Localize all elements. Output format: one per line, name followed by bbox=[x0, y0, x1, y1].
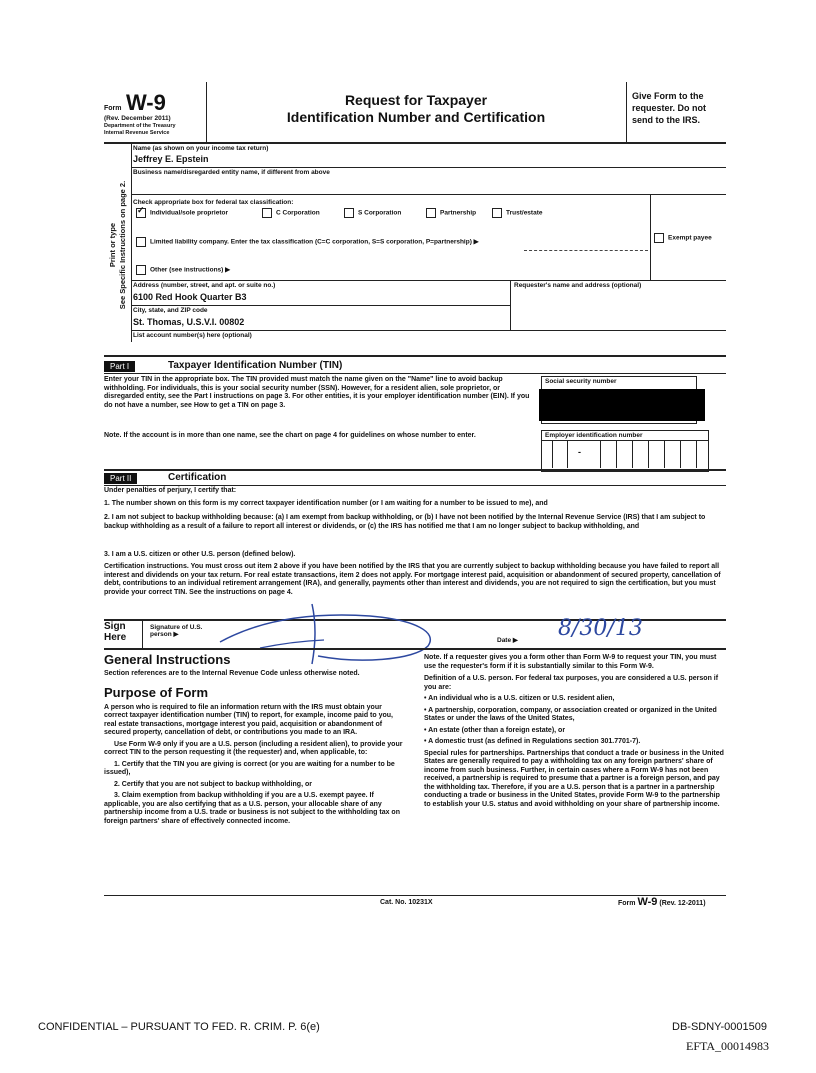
side-label bbox=[106, 150, 130, 340]
part1-text: Enter your TIN in the appropriate box. The TIN provided must match the name given on the "Name" line to avoid backup withholding. For individuals, this is your social security number (SSN). However, for a resident alien, sole proprietor, or disregarded entity, see the Part I instructions on page 3. For other entities, it is your employer identification number (EIN). If you do not have a number, see How to get a TIN on page 3. bbox=[104, 376, 530, 409]
ein-dash: - bbox=[578, 447, 581, 458]
other-checkbox[interactable] bbox=[136, 265, 146, 275]
purpose-p5: 3. Claim exemption from backup withholding if you are a U.S. exempt payee. If applicable, you are also certifying that as a U.S. person, your allocable share of any partnership income from a U.S. trade or business is not subject to the withholding tax on foreign partners' share of effectively connected income. bbox=[104, 792, 400, 825]
sign-here: Sign Here bbox=[104, 621, 127, 643]
c-corp-checkbox[interactable] bbox=[262, 208, 272, 218]
purpose-p4: 2. Certify that you are not subject to backup withholding, or bbox=[114, 780, 312, 788]
name-value[interactable]: Jeffrey E. Epstein bbox=[133, 154, 209, 164]
form-label: Form bbox=[104, 105, 122, 112]
date-label: Date ▶ bbox=[497, 637, 518, 644]
left-column bbox=[104, 652, 404, 826]
department: Department of the Treasury bbox=[104, 123, 176, 129]
form-number: W-9 bbox=[125, 90, 166, 115]
llc-option[interactable]: Limited liability company. Enter the tax classification (C=C corporation, S=S corporation, P=partnership) ▶ bbox=[136, 237, 479, 247]
title-line-2: Identification Number and Certification bbox=[286, 109, 546, 125]
address-value[interactable]: 6100 Red Hook Quarter B3 bbox=[133, 292, 247, 302]
purpose-p3: 1. Certify that the TIN you are giving is correct (or you are waiting for a number to be issued), bbox=[104, 760, 395, 777]
partnership-checkbox[interactable] bbox=[426, 208, 436, 218]
ein-box[interactable] bbox=[541, 430, 709, 472]
trust-checkbox[interactable] bbox=[492, 208, 502, 218]
s-corp-checkbox[interactable] bbox=[344, 208, 354, 218]
other-option[interactable]: Other (see instructions) ▶ bbox=[136, 265, 230, 275]
general-instructions-heading: General Instructions bbox=[104, 652, 231, 667]
general-intro: Section references are to the Internal Revenue Code unless otherwise noted. bbox=[104, 670, 360, 677]
part1-note: Note. If the account is in more than one name, see the chart on page 4 for guidelines on whose number to enter. bbox=[104, 432, 476, 439]
part2-label: Part II bbox=[104, 473, 137, 484]
right-column bbox=[424, 654, 724, 810]
bullet-1: • An individual who is a U.S. citizen or U.S. resident alien, bbox=[424, 695, 615, 703]
exempt-payee-checkbox[interactable] bbox=[654, 233, 664, 243]
ssn-redaction bbox=[539, 389, 705, 421]
form-title bbox=[207, 92, 625, 126]
part1-label: Part I bbox=[104, 361, 135, 372]
business-name-label: Business name/disregarded entity name, if different from above bbox=[133, 169, 330, 176]
print-or-type-label: Print or type bbox=[108, 222, 117, 268]
account-label: List account number(s) here (optional) bbox=[133, 332, 252, 339]
ssn-box[interactable] bbox=[541, 376, 697, 424]
option-c-corp[interactable]: C Corporation bbox=[262, 208, 320, 218]
purpose-heading: Purpose of Form bbox=[104, 684, 209, 700]
classification-options bbox=[136, 208, 656, 220]
cert-intro: Under penalties of perjury, I certify that: bbox=[104, 487, 237, 494]
ssn-label: Social security number bbox=[545, 378, 617, 385]
cert-item-3: 3. I am a U.S. citizen or other U.S. person (defined below). bbox=[104, 551, 296, 558]
give-form-note: Give Form to the requester. Do not send to the IRS. bbox=[632, 91, 707, 125]
part1-title: Taxpayer Identification Number (TIN) bbox=[168, 360, 343, 371]
exempt-payee[interactable]: Exempt payee bbox=[654, 233, 712, 243]
partnership-rules: Special rules for partnerships. Partnerships that conduct a trade or business in the United States are generally required to pay a withholding tax on any foreign partners' share of income from such business. Further, in certain cases where a Form W-9 has not been received, a partnership is required to presume that a partner is a foreign person, and pay the withholding tax. Therefore, if you are a U.S. person that is a partner in a partnership conducting a trade or business in the United States, provide Form W-9 to the partnership to establish your U.S. status and avoid withholding on your share of partnership income. bbox=[424, 749, 724, 808]
city-label: City, state, and ZIP code bbox=[133, 307, 208, 314]
irs-label: Internal Revenue Service bbox=[104, 130, 170, 136]
llc-checkbox[interactable] bbox=[136, 237, 146, 247]
option-individual[interactable]: ✓Individual/sole proprietor bbox=[136, 208, 228, 218]
option-partnership[interactable]: Partnership bbox=[426, 208, 476, 218]
bates-number-1: DB-SDNY-0001509 bbox=[672, 1021, 767, 1033]
signature-label: Signature of U.S. person ▶ bbox=[150, 624, 203, 639]
address-label: Address (number, street, and apt. or suite no.) bbox=[133, 282, 276, 289]
cert-item-1: 1. The number shown on this form is my correct taxpayer identification number (or I am waiting for a number to be issued to me), and bbox=[104, 500, 548, 507]
title-line-1: Request for Taxpayer bbox=[344, 92, 488, 108]
cert-item-2: 2. I am not subject to backup withholding because: (a) I am exempt from backup withholding, or (b) I have not been notified by the Internal Revenue Service (IRS) that I am subject to backup withholding as a result of a failure to report all interest or dividends, or (c) the IRS has notified me that I am no longer subject to backup withholding, and bbox=[104, 514, 706, 530]
requester-note: Note. If a requester gives you a form other than Form W-9 to request your TIN, you must use the requester's form if it is substantially similar to this Form W-9. bbox=[424, 654, 717, 670]
classification-label: Check appropriate box for federal tax classification: bbox=[133, 199, 294, 206]
option-s-corp[interactable]: S Corporation bbox=[344, 208, 401, 218]
bullet-3: • An estate (other than a foreign estate), or bbox=[424, 726, 566, 734]
cert-instructions: Certification instructions. You must cross out item 2 above if you have been notified by the IRS that you are currently subject to backup withholding because you have failed to report all interest and dividends on your tax return. For real estate transactions, item 2 does not apply. For mortgage interest paid, acquisition or abandonment of secured property, cancellation of debt, contributions to an individual retirement arrangement (IRA), and generally, payments other than interest and dividends, you are not required to sign the certification, but you must provide your correct TIN. See the instructions on page 4. bbox=[104, 563, 721, 596]
ein-label: Employer identification number bbox=[542, 431, 708, 441]
revision-date: (Rev. December 2011) bbox=[104, 115, 171, 122]
name-label: Name (as shown on your income tax return) bbox=[133, 145, 269, 152]
bullet-2: • A partnership, corporation, company, or association created or organized in the United States or under the laws of the United States, bbox=[424, 706, 717, 723]
city-value[interactable]: St. Thomas, U.S.V.I. 00802 bbox=[133, 317, 245, 327]
bates-number-2: EFTA_00014983 bbox=[686, 1039, 770, 1053]
us-person-definition: Definition of a U.S. person. For federal tax purposes, you are considered a U.S. person if you are: bbox=[424, 675, 719, 691]
date-value[interactable]: 8/30/13 bbox=[558, 616, 643, 641]
purpose-p2: Use Form W-9 only if you are a U.S. person (including a resident alien), to provide your correct TIN to the person requesting it (the requester) and, when applicable, to: bbox=[104, 740, 403, 757]
individual-checkbox[interactable] bbox=[136, 208, 146, 218]
cat-number: Cat. No. 10231X bbox=[380, 899, 433, 906]
purpose-p1: A person who is required to file an information return with the IRS must obtain your correct taxpayer identification number (TIN) to report, for example, income paid to you, real estate transactions, mortgage interest you paid, acquisition or abandonment of secured property, cancellation of debt, or contributions you made to an IRA. bbox=[104, 703, 393, 737]
requester-label: Requester's name and address (optional) bbox=[514, 282, 642, 289]
part2-title: Certification bbox=[168, 472, 227, 483]
bullet-4: • A domestic trust (as defined in Regulations section 301.7701-7). bbox=[424, 738, 641, 746]
confidential-notice: CONFIDENTIAL – PURSUANT TO FED. R. CRIM. P. 6(e) bbox=[38, 1021, 320, 1033]
form-header bbox=[104, 82, 726, 142]
form-footer-id: Form W-9 (Rev. 12-2011) bbox=[618, 896, 706, 908]
option-trust[interactable]: Trust/estate bbox=[492, 208, 543, 218]
see-instructions-label: See Specific Instructions on page 2. bbox=[118, 180, 127, 310]
